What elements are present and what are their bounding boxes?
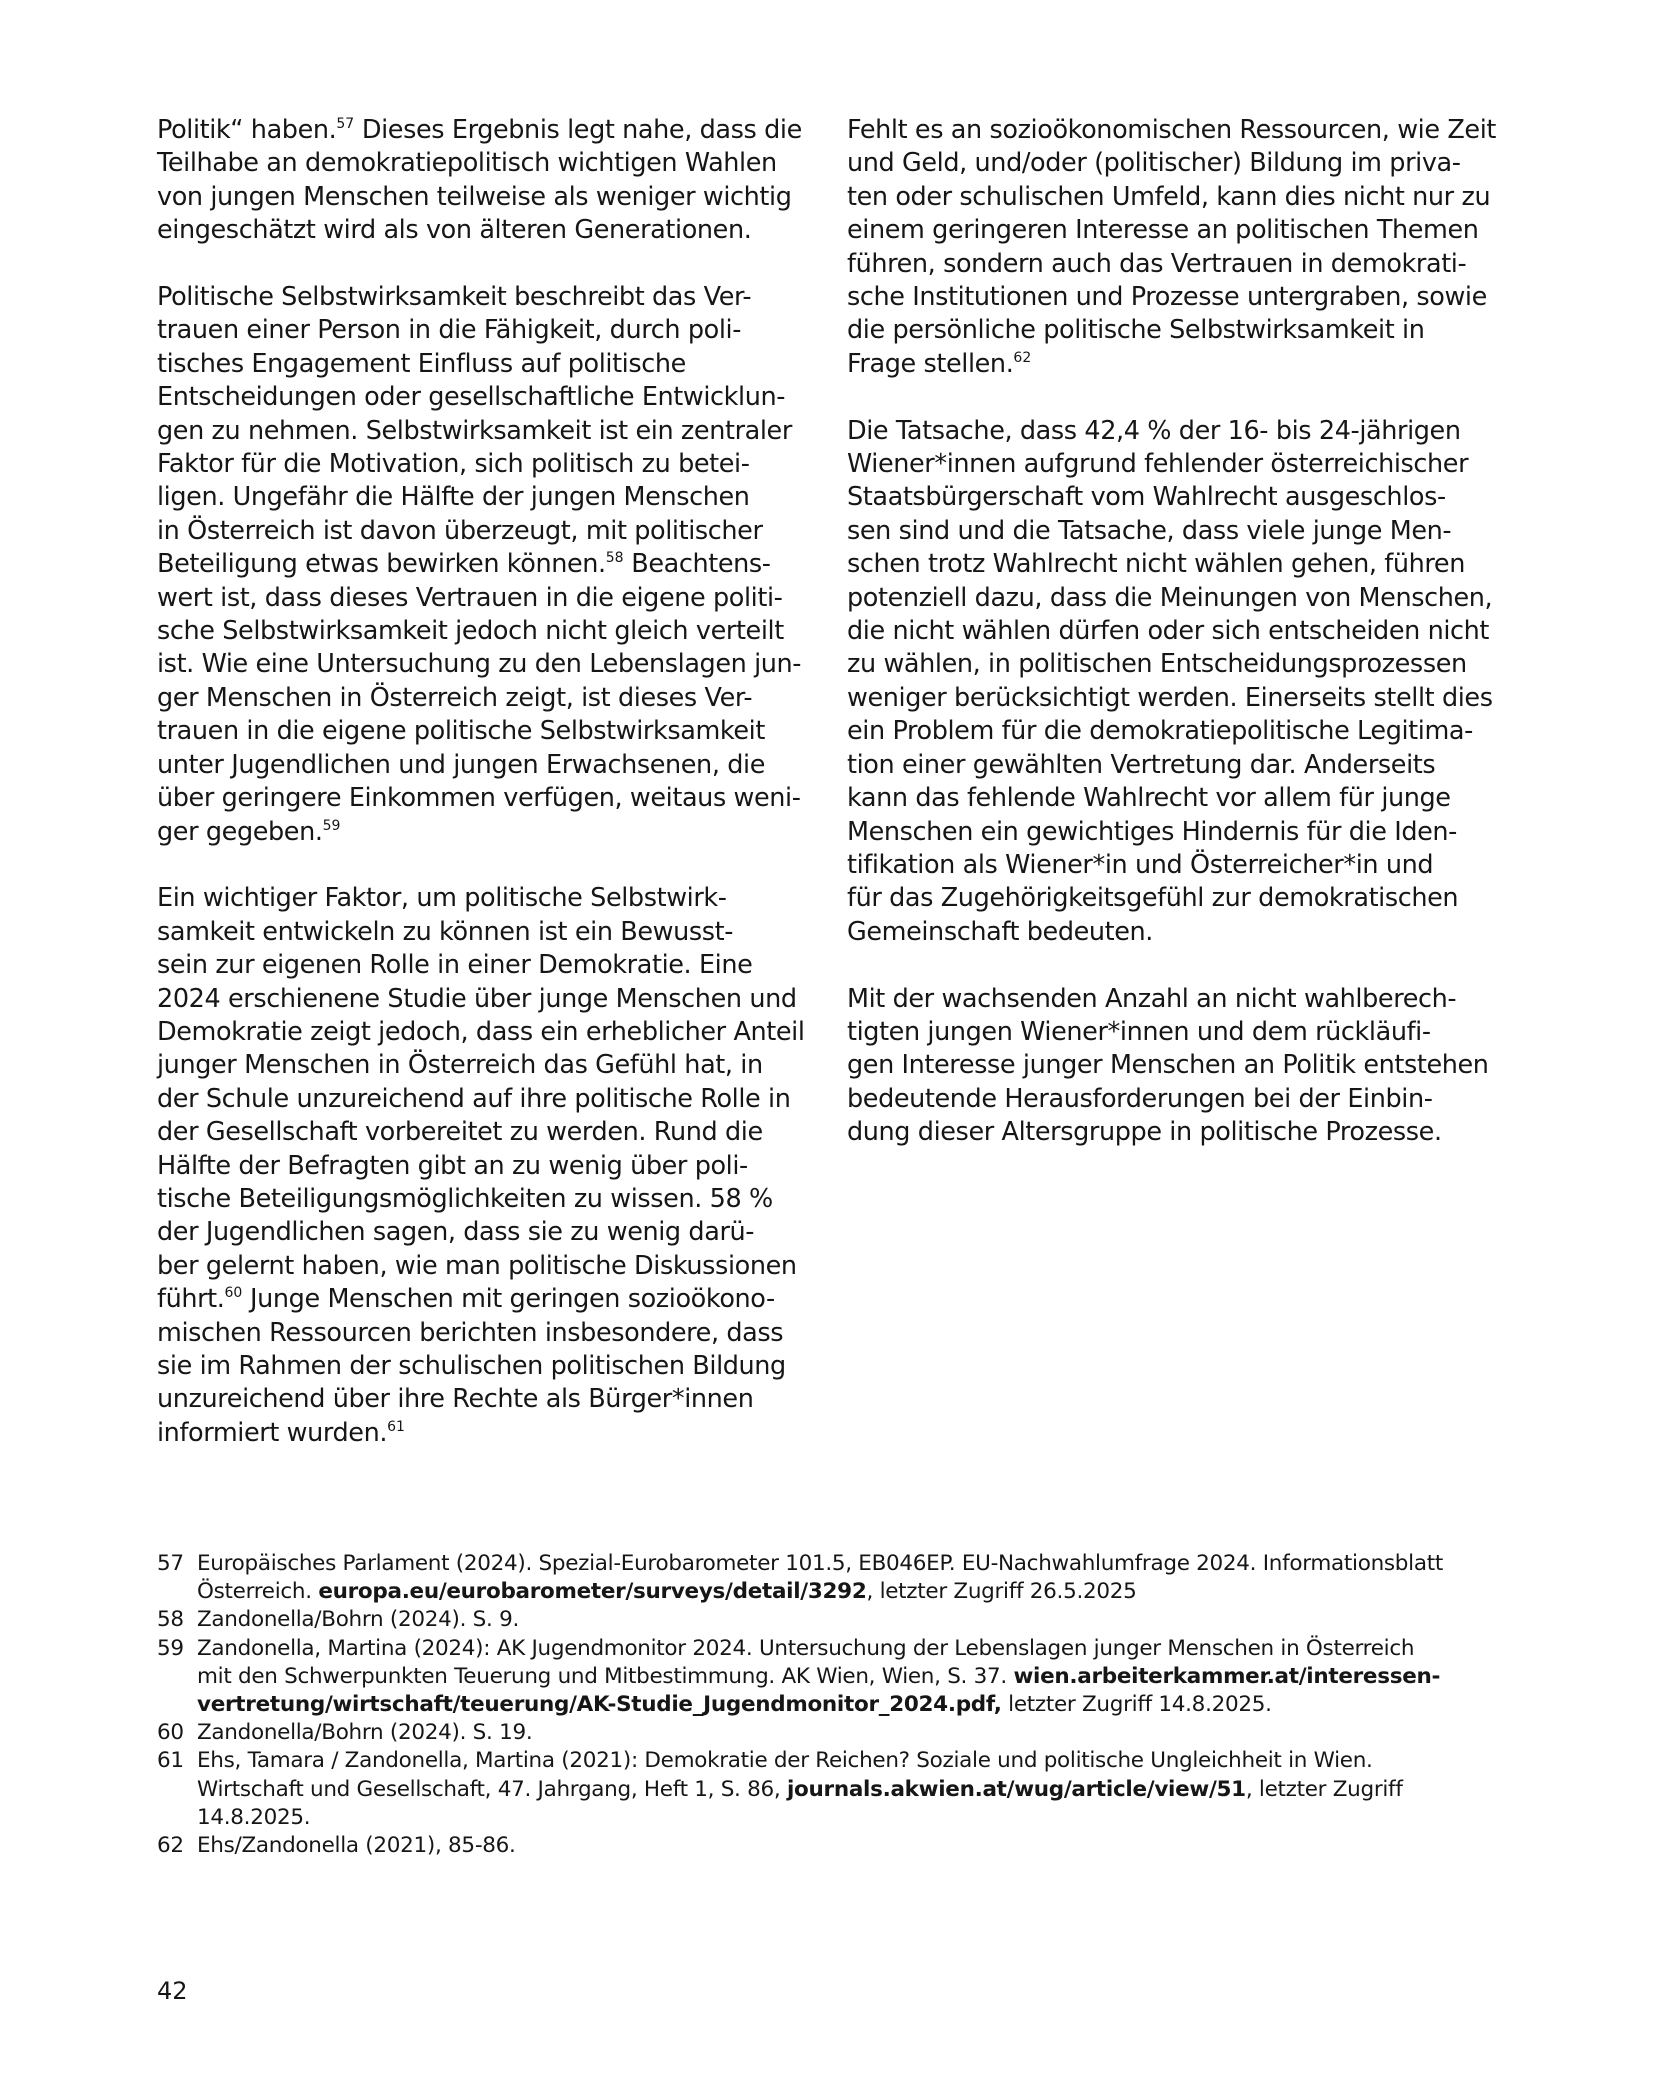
text-line-part: Beachtens- [623,549,771,580]
right-column [847,114,1502,1183]
text-line: ber gelernt haben, wie man politische Diskussionen [157,1250,797,1281]
text-line-part: ger gegeben. [157,816,323,847]
paragraph [847,983,1502,1150]
text-line: über geringere Einkommen verfügen, weitaus weni- [157,783,801,814]
footnote-62 [157,1832,1507,1860]
footnote-ref-61[interactable]: 61 [387,1418,405,1435]
footnote-link[interactable]: europa.eu/eurobarometer/surveys/detail/3292 [318,1579,867,1605]
footnote-line: 14.8.2025. [197,1804,311,1830]
text-line: ist. Wie eine Untersuchung zu den Lebenslagen jun- [157,649,802,680]
text-line: wert ist, dass dieses Vertrauen in die eigene politi- [157,582,783,613]
text-line [157,816,812,849]
text-line [157,1283,812,1316]
text-line: von jungen Menschen teilweise als weniger wichtig [157,181,792,212]
left-column [157,114,812,1484]
text-line: sie im Rahmen der schulischen politischen Bildung [157,1351,786,1381]
footnote-57 [157,1550,1507,1606]
page-number: 42 [157,1977,188,2005]
text-line: trauen in die eigene politische Selbstwirksamkeit [157,716,765,747]
footnote-number: 62 [157,1833,184,1859]
text-line: sche Institutionen und Prozesse untergraben, sowie [847,282,1487,313]
footnotes [157,1550,1507,1860]
text-line: der Schule unzureichend auf ihre politische Rolle in [157,1083,791,1114]
text-line: Fehlt es an sozioökonomischen Ressourcen, wie Zeit [847,115,1496,145]
paragraph [157,281,812,849]
text-line-part: Frage stellen. [847,348,1014,379]
text-line: Gemeinschaft bedeuten. [847,916,1154,947]
footnote-number: 59 [157,1635,184,1661]
text-line: sein zur eigenen Rolle in einer Demokratie. Eine [157,950,753,981]
text-line: tisches Engagement Einfluss auf politische [157,348,686,379]
footnote-ref-62[interactable]: 62 [1013,349,1032,366]
text-line: tion einer gewählten Vertretung dar. Anderseits [847,749,1436,780]
footnote-line [197,1776,1507,1804]
text-line: Faktor für die Motivation, sich politisch zu betei- [157,449,750,480]
text-line: Politische Selbstwirksamkeit beschreibt das Ver- [157,282,752,313]
text-line: 2024 erschienene Studie über junge Menschen und [157,983,797,1014]
text-line: ten oder schulischen Umfeld, kann dies nicht nur zu [847,181,1491,212]
text-line: der Jugendlichen sagen, dass sie zu wenig darü- [157,1217,755,1248]
paragraph [847,415,1502,950]
text-line [157,548,812,581]
text-line: für das Zugehörigkeitsgefühl zur demokratischen [847,883,1459,914]
footnote-line: Ehs, Tamara / Zandonella, Martina (2021): Demokratie der Reichen? Soziale und politische Ungleichheit in Wien. [197,1748,1373,1774]
footnote-line [197,1663,1507,1691]
footnote-line-part: letzter Zugriff 14.8.2025. [1001,1692,1272,1718]
footnote-link[interactable]: vertretung/wirtschaft/teuerung/AK-Studie_Jugendmonitor_2024.pdf, [197,1692,1002,1718]
footnote-line: Zandonella/Bohrn (2024). S. 9. [197,1607,519,1633]
text-line: Demokratie zeigt jedoch, dass ein erheblicher Anteil [157,1016,805,1047]
text-line: potenziell dazu, dass die Meinungen von Menschen, [847,582,1493,613]
footnote-ref-59[interactable]: 59 [322,817,341,834]
footnote-60 [157,1719,1507,1747]
paragraph [157,882,812,1450]
text-line: gen Interesse junger Menschen an Politik entstehen [847,1050,1489,1081]
footnote-ref-60[interactable]: 60 [224,1285,243,1302]
footnote-58 [157,1606,1507,1634]
footnote-ref-58[interactable]: 58 [605,550,624,567]
paragraph [847,114,1502,381]
text-line: weniger berücksichtigt werden. Einerseits stellt dies [847,682,1493,713]
text-line: gen zu nehmen. Selbstwirksamkeit ist ein zentraler [157,415,792,446]
text-line: Ein wichtiger Faktor, um politische Selbstwirk- [157,883,727,914]
text-line: die persönliche politische Selbstwirksamkeit in [847,315,1425,346]
text-line: unter Jugendlichen und jungen Erwachsenen, die [157,749,765,780]
footnote-number: 60 [157,1720,184,1746]
text-line: Staatsbürgerschaft vom Wahlrecht ausgeschlos- [847,482,1446,513]
text-line [847,348,1502,381]
text-line [157,114,812,147]
text-line: schen trotz Wahlrecht nicht wählen gehen, führen [847,549,1465,580]
text-line: samkeit entwickeln zu können ist ein Bewusst- [157,916,734,947]
text-line: Teilhabe an demokratiepolitisch wichtigen Wahlen [157,148,777,179]
text-line: eingeschätzt wird als von älteren Generationen. [157,215,752,246]
footnote-number: 58 [157,1607,184,1633]
paragraph [157,114,812,248]
footnote-line-part: Österreich. [197,1579,319,1605]
text-line: Die Tatsache, dass 42,4 % der 16- bis 24-jährigen [847,415,1461,446]
text-line: ein Problem für die demokratiepolitische Legitima- [847,716,1473,747]
text-line: Entscheidungen oder gesellschaftliche Entwicklun- [157,382,786,413]
text-line-part: Dieses Ergebnis legt nahe, dass die [354,115,802,145]
text-line: sen sind und die Tatsache, dass viele junge Men- [847,515,1452,546]
footnote-line-part: , letzter Zugriff 26.5.2025 [866,1579,1137,1605]
text-line: dung dieser Altersgruppe in politische Prozesse. [847,1117,1442,1148]
text-line: trauen einer Person in die Fähigkeit, durch poli- [157,315,741,346]
footnote-number: 61 [157,1748,184,1774]
text-line: kann das fehlende Wahlrecht vor allem für junge [847,783,1451,814]
footnote-line-part: Wirtschaft und Gesellschaft, 47. Jahrgang, Heft 1, S. 86, [197,1776,787,1802]
footnote-line-part: , letzter Zugriff [1245,1776,1403,1802]
footnote-61 [157,1747,1507,1832]
text-line: junger Menschen in Österreich das Gefühl hat, in [157,1050,763,1081]
text-line: die nicht wählen dürfen oder sich entscheiden nicht [847,616,1490,647]
text-line-part: führt. [157,1284,225,1315]
text-line: bedeutende Herausforderungen bei der Einbin- [847,1083,1433,1114]
text-line: Mit der wachsenden Anzahl an nicht wahlberech- [847,983,1457,1014]
text-line: unzureichend über ihre Rechte als Bürger*innen [157,1384,754,1415]
text-line-part: Junge Menschen mit geringen sozioökono- [242,1284,775,1315]
text-line: sche Selbstwirksamkeit jedoch nicht gleich verteilt [157,616,784,647]
footnote-ref-57[interactable]: 57 [336,116,355,132]
footnote-line: Zandonella/Bohrn (2024). S. 19. [197,1720,533,1746]
text-line-part: Politik“ haben. [157,115,337,145]
text-line: tigten jungen Wiener*innen und dem rückläufi- [847,1016,1431,1047]
footnote-line [197,1578,1507,1606]
footnote-line [197,1691,1507,1719]
text-line: der Gesellschaft vorbereitet zu werden. Rund die [157,1117,763,1148]
text-line: Wiener*innen aufgrund fehlender österreichischer [847,449,1469,480]
text-line: mischen Ressourcen berichten insbesondere, dass [157,1317,784,1348]
footnote-link[interactable]: wien.arbeiterkammer.at/interessen- [1013,1663,1441,1689]
text-line: und Geld, und/oder (politischer) Bildung im priva- [847,148,1461,179]
footnote-number: 57 [157,1551,184,1576]
text-line: ligen. Ungefähr die Hälfte der jungen Menschen [157,482,750,513]
text-line: tische Beteiligungsmöglichkeiten zu wissen. 58 % [157,1183,773,1214]
footnote-line: Europäisches Parlament (2024). Spezial-Eurobarometer 101.5, EB046EP. EU-Nachwahlumfrage 2024. Informationsblatt [197,1551,1443,1576]
text-line: ger Menschen in Österreich zeigt, ist dieses Ver- [157,682,753,713]
text-line: tifikation als Wiener*in und Österreicher*in und [847,849,1434,880]
footnote-line: Zandonella, Martina (2024): AK Jugendmonitor 2024. Untersuchung der Lebenslagen junger Menschen in Österreich [197,1635,1415,1661]
text-line [157,1417,812,1450]
text-line: in Österreich ist davon überzeugt, mit politischer [157,515,763,546]
text-line: zu wählen, in politischen Entscheidungsprozessen [847,649,1467,680]
footnote-59 [157,1635,1507,1720]
footnote-line: Ehs/Zandonella (2021), 85-86. [197,1833,516,1859]
footnote-line-part: mit den Schwerpunkten Teuerung und Mitbestimmung. AK Wien, Wien, S. 37. [197,1663,1014,1689]
text-line: einem geringeren Interesse an politischen Themen [847,215,1479,246]
text-line: Hälfte der Befragten gibt an zu wenig über poli- [157,1150,748,1181]
text-line-part: Beteiligung etwas bewirken können. [157,549,606,580]
text-line: führen, sondern auch das Vertrauen in demokrati- [847,248,1467,279]
text-line: Menschen ein gewichtiges Hindernis für die Iden- [847,816,1457,847]
footnote-link[interactable]: journals.akwien.at/wug/article/view/51 [786,1776,1246,1802]
text-line-part: informiert wurden. [157,1417,388,1448]
